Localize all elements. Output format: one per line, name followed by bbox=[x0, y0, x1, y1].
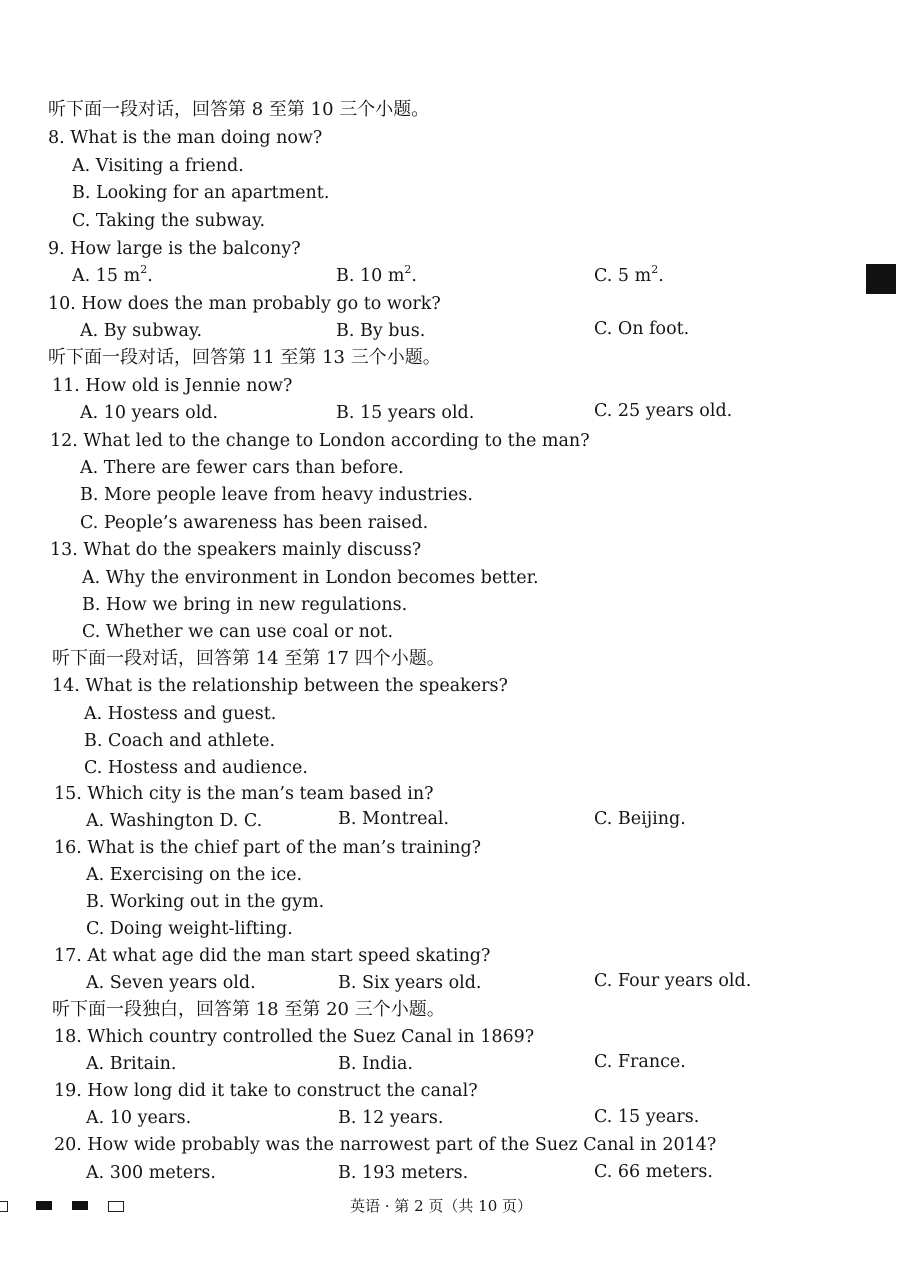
question-20-option-a: A. 300 meters. bbox=[86, 1163, 216, 1183]
question-8-option-c: C. Taking the subway. bbox=[72, 211, 266, 231]
question-15-option-b: B. Montreal. bbox=[338, 809, 450, 829]
question-17-option-b: B. Six years old. bbox=[338, 973, 482, 993]
question-17-stem: 17. At what age did the man start speed skating? bbox=[54, 946, 491, 966]
question-20-stem: 20. How wide probably was the narrowest part of the Suez Canal in 2014? bbox=[54, 1135, 717, 1155]
question-9-option-a: A. 15 $m^2$. bbox=[72, 263, 153, 286]
question-12-option-c: C. People’s awareness has been raised. bbox=[80, 513, 429, 533]
question-13-stem: 13. What do the speakers mainly discuss? bbox=[50, 540, 422, 560]
question-14-option-b: B. Coach and athlete. bbox=[84, 731, 276, 751]
question-9-stem: 9. How large is the balcony? bbox=[48, 239, 301, 259]
question-18-option-a: A. Britain. bbox=[86, 1054, 177, 1074]
question-14-stem: 14. What is the relationship between the speakers? bbox=[52, 676, 508, 696]
question-17-option-c: C. Four years old. bbox=[594, 971, 752, 991]
question-12-stem: 12. What led to the change to London according to the man? bbox=[50, 431, 590, 451]
question-19-option-b: B. 12 years. bbox=[338, 1108, 444, 1128]
question-14-option-c: C. Hostess and audience. bbox=[84, 758, 308, 778]
question-10-option-c: C. On foot. bbox=[594, 319, 690, 339]
question-13-option-a: A. Why the environment in London becomes better. bbox=[82, 568, 539, 588]
question-10-stem: 10. How does the man probably go to work? bbox=[48, 294, 441, 314]
footer-mark-outline-right bbox=[108, 1201, 124, 1212]
section-heading-14-17: 听下面一段对话，回答第 14 至第 17 四个小题。 bbox=[52, 648, 445, 669]
question-10-option-a: A. By subway. bbox=[80, 321, 203, 341]
question-15-option-c: C. Beijing. bbox=[594, 809, 686, 829]
question-8-option-a: A. Visiting a friend. bbox=[72, 156, 244, 176]
question-9-option-c: C. 5 $m^2$. bbox=[594, 263, 664, 286]
question-18-stem: 18. Which country controlled the Suez Canal in 1869? bbox=[54, 1027, 535, 1047]
question-20-option-c: C. 66 meters. bbox=[594, 1162, 713, 1182]
question-19-option-a: A. 10 years. bbox=[86, 1108, 192, 1128]
page-footer-label: 英语 · 第 2 页（共 10 页） bbox=[350, 1197, 533, 1215]
question-11-stem: 11. How old is Jennie now? bbox=[52, 376, 293, 396]
question-16-option-c: C. Doing weight-lifting. bbox=[86, 919, 293, 939]
question-12-option-a: A. There are fewer cars than before. bbox=[80, 458, 404, 478]
footer-mark-filled-1 bbox=[36, 1201, 52, 1210]
question-16-option-b: B. Working out in the gym. bbox=[86, 892, 325, 912]
question-9-option-b: B. 10 $m^2$. bbox=[336, 263, 417, 286]
question-14-option-a: A. Hostess and guest. bbox=[84, 704, 277, 724]
question-13-option-b: B. How we bring in new regulations. bbox=[82, 595, 408, 615]
footer-registration-marks bbox=[0, 1199, 140, 1213]
question-19-stem: 19. How long did it take to construct the canal? bbox=[54, 1081, 478, 1101]
question-8-option-b: B. Looking for an apartment. bbox=[72, 183, 330, 203]
question-20-option-b: B. 193 meters. bbox=[338, 1163, 469, 1183]
question-11-option-c: C. 25 years old. bbox=[594, 401, 733, 421]
question-11-option-b: B. 15 years old. bbox=[336, 403, 475, 423]
question-16-option-a: A. Exercising on the ice. bbox=[86, 865, 303, 885]
registration-mark-square bbox=[866, 264, 896, 294]
question-13-option-c: C. Whether we can use coal or not. bbox=[82, 622, 394, 642]
section-heading-11-13: 听下面一段对话，回答第 11 至第 13 三个小题。 bbox=[48, 347, 441, 368]
question-8-stem: 8. What is the man doing now? bbox=[48, 128, 323, 148]
footer-mark-outline-left bbox=[0, 1201, 8, 1212]
question-17-option-a: A. Seven years old. bbox=[86, 973, 256, 993]
question-15-option-a: A. Washington D. C. bbox=[86, 811, 263, 831]
question-11-option-a: A. 10 years old. bbox=[80, 403, 219, 423]
section-heading-8-10: 听下面一段对话，回答第 8 至第 10 三个小题。 bbox=[48, 99, 430, 120]
question-19-option-c: C. 15 years. bbox=[594, 1107, 700, 1127]
question-16-stem: 16. What is the chief part of the man’s training? bbox=[54, 838, 482, 858]
section-heading-18-20: 听下面一段独白，回答第 18 至第 20 三个小题。 bbox=[52, 999, 445, 1020]
question-15-stem: 15. Which city is the man’s team based in? bbox=[54, 784, 434, 804]
footer-mark-filled-2 bbox=[72, 1201, 88, 1210]
question-18-option-c: C. France. bbox=[594, 1052, 686, 1072]
question-10-option-b: B. By bus. bbox=[336, 321, 426, 341]
question-12-option-b: B. More people leave from heavy industries. bbox=[80, 485, 473, 505]
question-18-option-b: B. India. bbox=[338, 1054, 413, 1074]
